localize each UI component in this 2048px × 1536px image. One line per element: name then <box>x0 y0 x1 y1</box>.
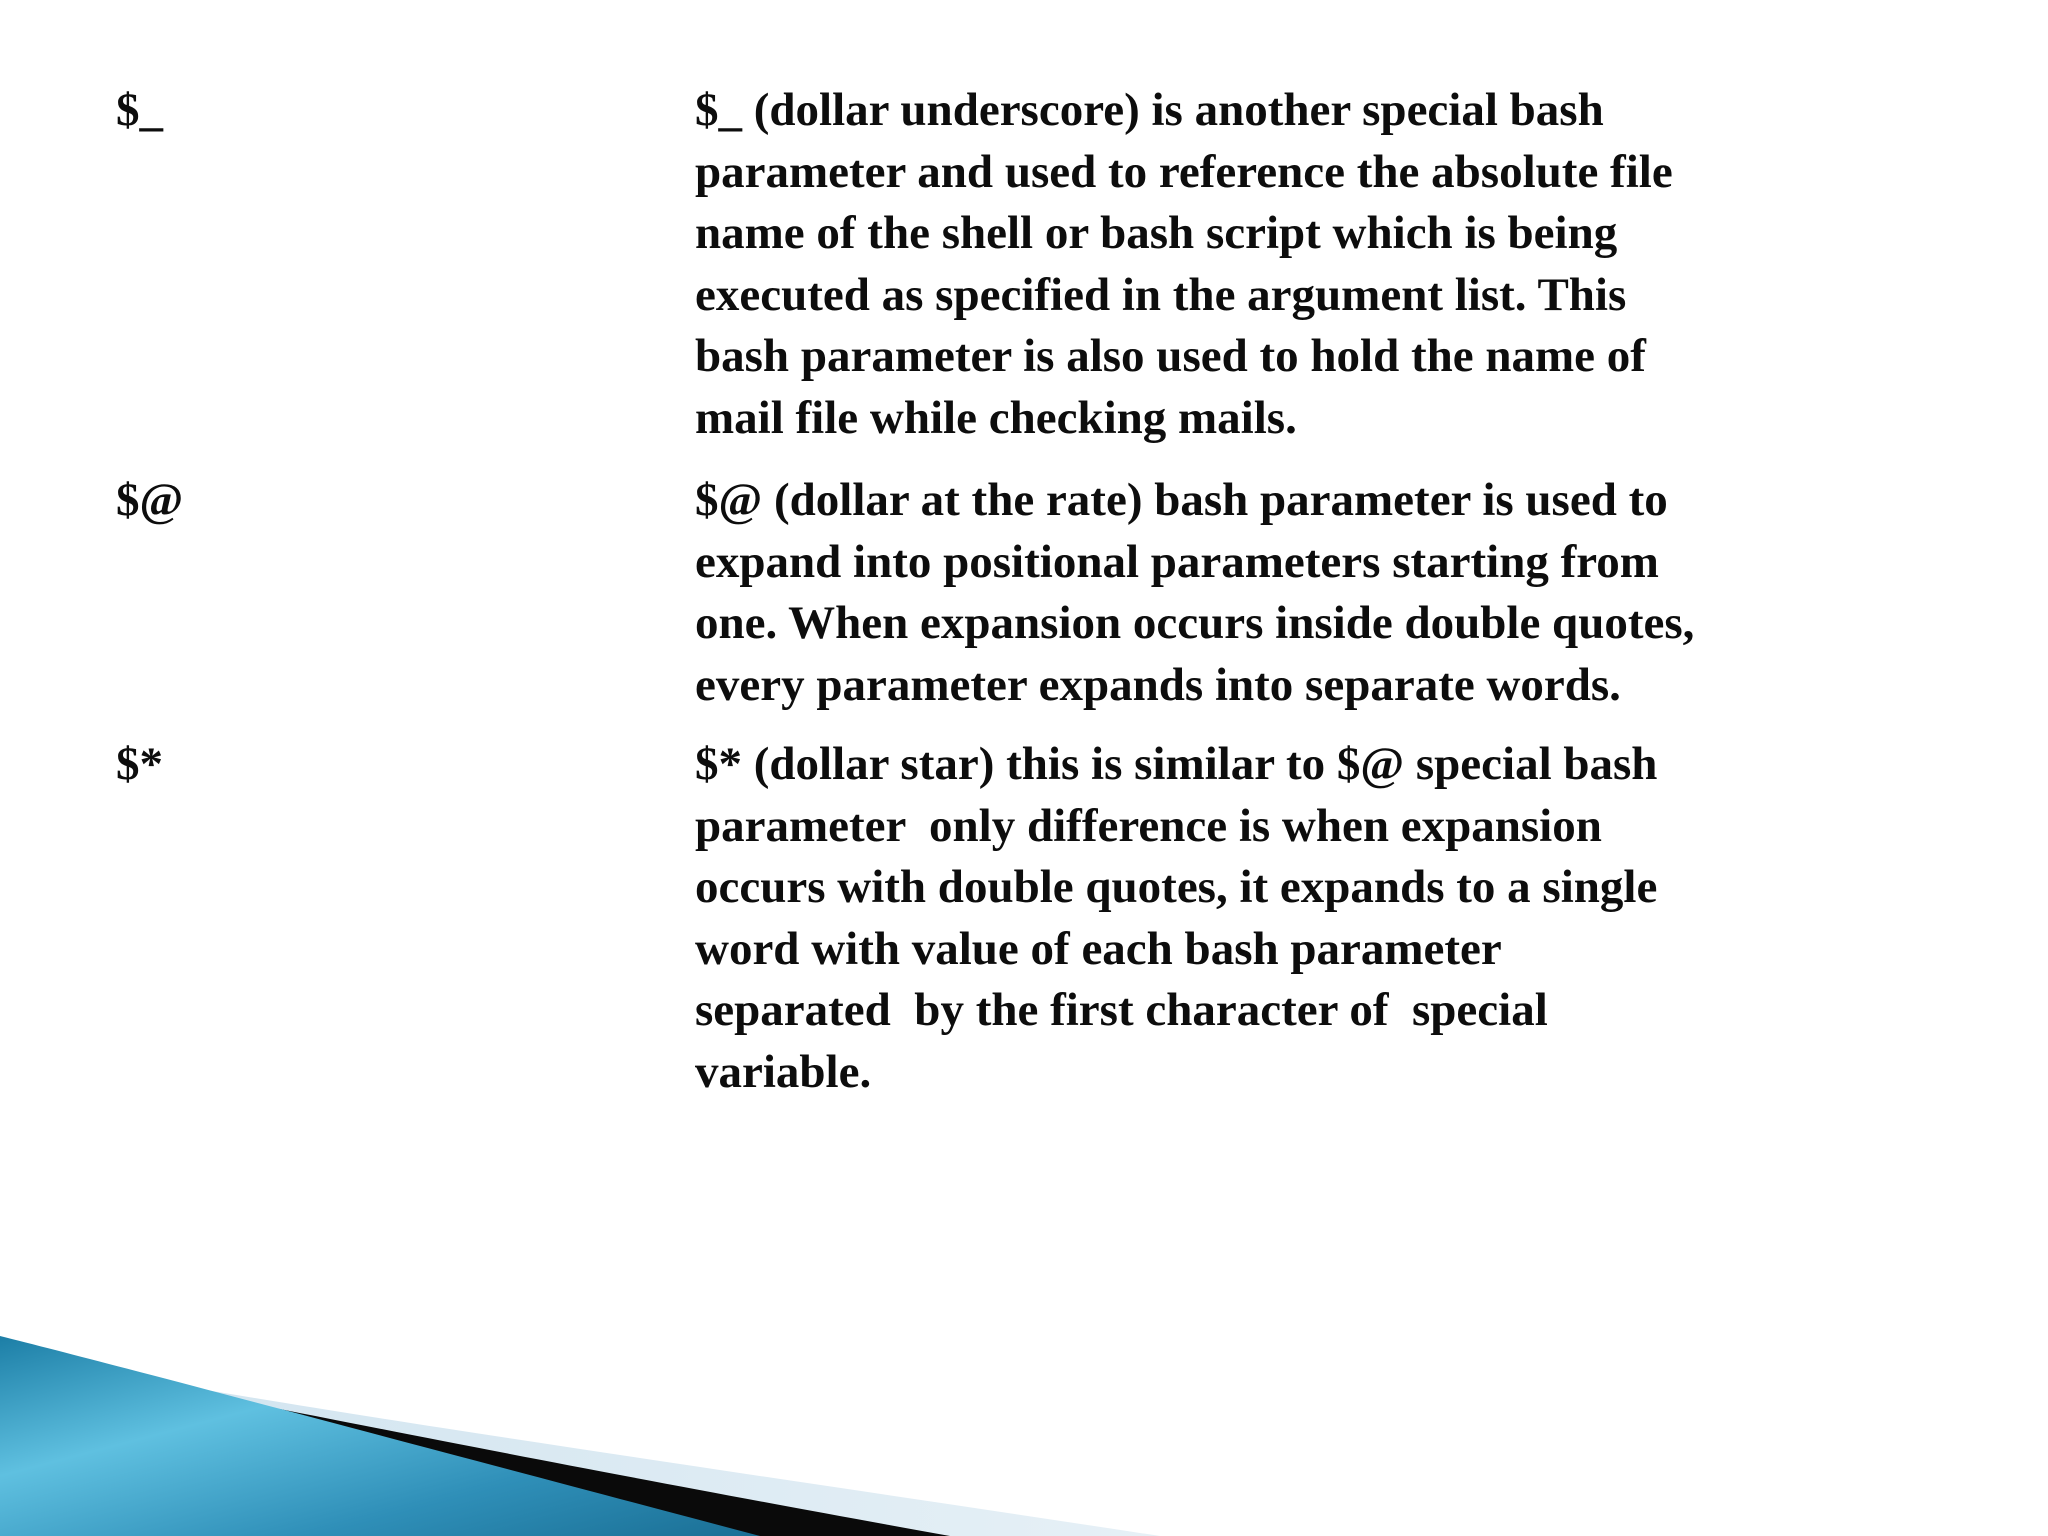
param-description <box>695 734 1855 1103</box>
description-line: $_ (dollar underscore) is another special bash <box>695 84 1604 136</box>
param-name: $@ <box>116 474 184 526</box>
description-line: one. When expansion occurs inside double quotes, <box>695 597 1695 649</box>
description-line: $@ (dollar at the rate) bash parameter is used to <box>695 474 1668 526</box>
description-line: $* (dollar star) this is similar to $@ special bash <box>695 738 1658 790</box>
description-line: variable. <box>695 1045 872 1098</box>
param-name: $* <box>116 738 163 790</box>
description-line: name of the shell or bash script which is being <box>695 207 1618 259</box>
description-line: mail file while checking mails. <box>695 391 1297 444</box>
description-line: occurs with double quotes, it expands to a single <box>695 861 1658 913</box>
description-line: parameter and used to reference the absolute file <box>695 145 1673 198</box>
description-line: executed as specified in the argument list. This <box>695 268 1627 321</box>
param-name: $_ <box>116 84 163 136</box>
param-description <box>695 470 1855 716</box>
description-line: every parameter expands into separate words. <box>695 658 1621 711</box>
description-line: expand into positional parameters starting from <box>695 535 1659 588</box>
blue-swoosh-shape <box>0 1336 760 1536</box>
description-line: bash parameter is also used to hold the name of <box>695 330 1646 382</box>
slide-corner-swoosh-decoration <box>0 1296 2048 1536</box>
description-line: separated by the first character of special <box>695 984 1548 1036</box>
param-description <box>695 80 1855 449</box>
description-line: word with value of each bash parameter <box>695 922 1502 975</box>
description-line: parameter only difference is when expansion <box>695 799 1602 852</box>
